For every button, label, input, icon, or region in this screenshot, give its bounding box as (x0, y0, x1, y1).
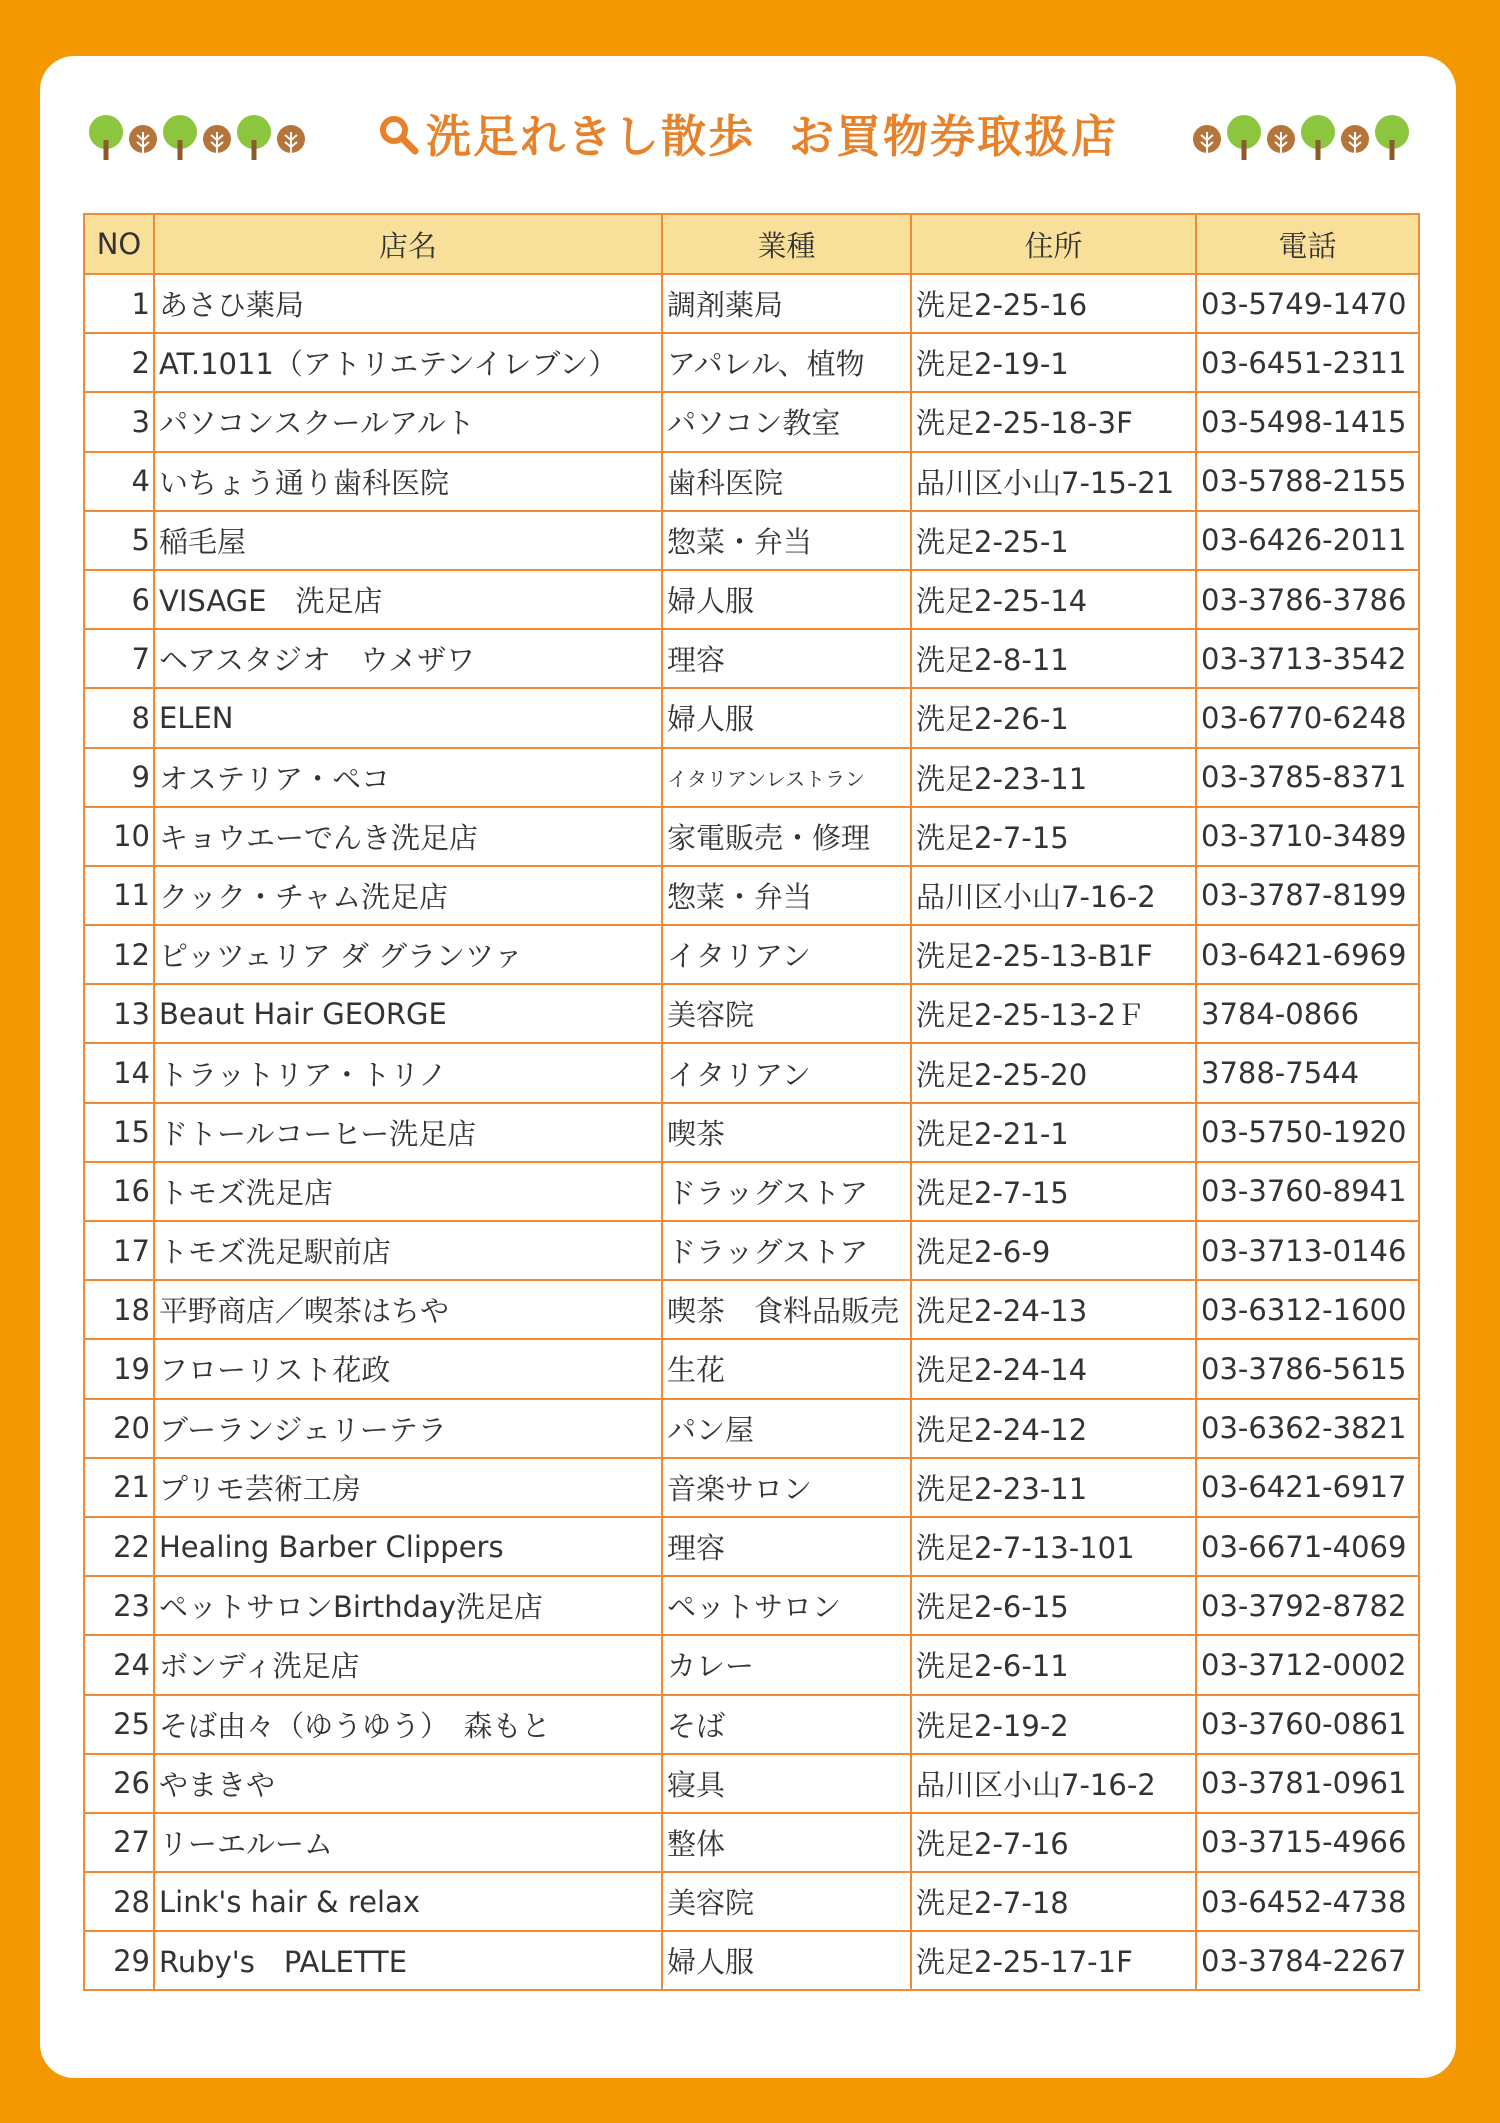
search-icon (378, 114, 420, 156)
cell-shop-name: ヘアスタジオ ウメザワ (154, 629, 662, 688)
cell-phone: 03-5788-2155 (1196, 452, 1419, 511)
table-row (84, 274, 1419, 333)
table-row (84, 1458, 1419, 1517)
tree-icon (1264, 124, 1298, 162)
table-row (84, 866, 1419, 925)
header-address: 住所 (911, 214, 1196, 274)
cell-shop-name: キョウエーでんき洗足店 (154, 807, 662, 866)
cell-business-type: イタリアンレストラン (662, 748, 911, 807)
cell-no: 4 (84, 452, 154, 511)
cell-address: 洗足2-7-18 (911, 1872, 1196, 1931)
cell-shop-name: オステリア・ペコ (154, 748, 662, 807)
cell-shop-name: そば由々（ゆうゆう） 森もと (154, 1695, 662, 1754)
cell-no: 3 (84, 392, 154, 451)
cell-phone: 03-3787-8199 (1196, 866, 1419, 925)
cell-phone: 03-3792-8782 (1196, 1576, 1419, 1635)
table-row (84, 748, 1419, 807)
table-row (84, 1162, 1419, 1221)
cell-shop-name: ピッツェリア ダ グランツァ (154, 925, 662, 984)
cell-phone: 03-3713-0146 (1196, 1221, 1419, 1280)
cell-no: 16 (84, 1162, 154, 1221)
cell-shop-name: あさひ薬局 (154, 274, 662, 333)
title-part-1: 洗足れきし散歩 (425, 110, 755, 163)
cell-shop-name: 稲毛屋 (154, 511, 662, 570)
tree-icon (1224, 114, 1264, 162)
cell-no: 5 (84, 511, 154, 570)
cell-no: 12 (84, 925, 154, 984)
cell-address: 洗足2-19-1 (911, 333, 1196, 392)
cell-business-type: アパレル、植物 (662, 333, 911, 392)
cell-business-type: 寝具 (662, 1754, 911, 1813)
cell-address: 洗足2-7-15 (911, 807, 1196, 866)
cell-shop-name: Link's hair & relax (154, 1872, 662, 1931)
cell-no: 13 (84, 984, 154, 1043)
cell-phone: 03-6426-2011 (1196, 511, 1419, 570)
cell-phone: 03-6451-2311 (1196, 333, 1419, 392)
cell-business-type: 惣菜・弁当 (662, 866, 911, 925)
cell-shop-name: ブーランジェリーテラ (154, 1399, 662, 1458)
cell-no: 25 (84, 1695, 154, 1754)
cell-shop-name: Ruby's PALETTE (154, 1931, 662, 1990)
tree-decoration-right (1190, 114, 1412, 174)
cell-shop-name: トモズ洗足駅前店 (154, 1221, 662, 1280)
table-row (84, 1635, 1419, 1694)
cell-phone: 03-5749-1470 (1196, 274, 1419, 333)
cell-business-type: 惣菜・弁当 (662, 511, 911, 570)
cell-phone: 03-3715-4966 (1196, 1813, 1419, 1872)
cell-business-type: 調剤薬局 (662, 274, 911, 333)
cell-no: 21 (84, 1458, 154, 1517)
cell-shop-name: Beaut Hair GEORGE (154, 984, 662, 1043)
cell-business-type: 喫茶 食料品販売 (662, 1280, 911, 1339)
table-row (84, 1695, 1419, 1754)
cell-business-type: 婦人服 (662, 1931, 911, 1990)
table-header-row (84, 214, 1419, 274)
cell-business-type: イタリアン (662, 1043, 911, 1102)
table-row (84, 511, 1419, 570)
cell-no: 22 (84, 1517, 154, 1576)
cell-address: 洗足2-26-1 (911, 688, 1196, 747)
table-row (84, 1103, 1419, 1162)
cell-address: 洗足2-7-15 (911, 1162, 1196, 1221)
cell-phone: 03-5498-1415 (1196, 392, 1419, 451)
cell-phone: 03-5750-1920 (1196, 1103, 1419, 1162)
cell-address: 洗足2-6-9 (911, 1221, 1196, 1280)
cell-business-type: パン屋 (662, 1399, 911, 1458)
table-row (84, 333, 1419, 392)
cell-no: 29 (84, 1931, 154, 1990)
cell-phone: 03-6770-6248 (1196, 688, 1419, 747)
cell-phone: 03-6452-4738 (1196, 1872, 1419, 1931)
cell-phone: 03-3785-8371 (1196, 748, 1419, 807)
cell-address: 洗足2-19-2 (911, 1695, 1196, 1754)
cell-business-type: ドラッグストア (662, 1162, 911, 1221)
tree-icon (1372, 114, 1412, 162)
cell-address: 洗足2-24-14 (911, 1339, 1196, 1398)
cell-address: 洗足2-7-13-101 (911, 1517, 1196, 1576)
cell-no: 14 (84, 1043, 154, 1102)
cell-shop-name: パソコンスクールアルト (154, 392, 662, 451)
cell-phone: 03-6421-6969 (1196, 925, 1419, 984)
cell-no: 6 (84, 570, 154, 629)
cell-business-type: 理容 (662, 1517, 911, 1576)
cell-phone: 03-6671-4069 (1196, 1517, 1419, 1576)
cell-no: 17 (84, 1221, 154, 1280)
cell-no: 11 (84, 866, 154, 925)
table-row (84, 392, 1419, 451)
header-name: 店名 (154, 214, 662, 274)
title-part-2: お買物券取扱店 (789, 110, 1119, 163)
cell-business-type: 家電販売・修理 (662, 807, 911, 866)
cell-phone: 03-3760-8941 (1196, 1162, 1419, 1221)
table-row (84, 1872, 1419, 1931)
cell-phone: 03-3781-0961 (1196, 1754, 1419, 1813)
table-row (84, 629, 1419, 688)
cell-address: 洗足2-24-12 (911, 1399, 1196, 1458)
cell-no: 8 (84, 688, 154, 747)
table-row (84, 925, 1419, 984)
table-row (84, 1931, 1419, 1990)
table-row (84, 1280, 1419, 1339)
cell-shop-name: トラットリア・トリノ (154, 1043, 662, 1102)
header-phone: 電話 (1196, 214, 1419, 274)
cell-phone: 03-6421-6917 (1196, 1458, 1419, 1517)
cell-phone: 03-3710-3489 (1196, 807, 1419, 866)
cell-address: 洗足2-25-16 (911, 274, 1196, 333)
cell-phone: 03-6362-3821 (1196, 1399, 1419, 1458)
table-row (84, 1339, 1419, 1398)
cell-no: 27 (84, 1813, 154, 1872)
table-row (84, 807, 1419, 866)
cell-address: 洗足2-25-13-B1F (911, 925, 1196, 984)
cell-shop-name: フローリスト花政 (154, 1339, 662, 1398)
cell-business-type: 理容 (662, 629, 911, 688)
cell-business-type: カレー (662, 1635, 911, 1694)
cell-business-type: ペットサロン (662, 1576, 911, 1635)
cell-shop-name: ペットサロンBirthday洗足店 (154, 1576, 662, 1635)
cell-business-type: 整体 (662, 1813, 911, 1872)
cell-no: 26 (84, 1754, 154, 1813)
cell-shop-name: やまきや (154, 1754, 662, 1813)
cell-no: 28 (84, 1872, 154, 1931)
cell-address: 洗足2-25-17-1F (911, 1931, 1196, 1990)
cell-shop-name: リーエルーム (154, 1813, 662, 1872)
document-card (40, 56, 1456, 2078)
cell-no: 23 (84, 1576, 154, 1635)
table-row (84, 452, 1419, 511)
cell-business-type: イタリアン (662, 925, 911, 984)
cell-business-type: 音楽サロン (662, 1458, 911, 1517)
table-row (84, 1043, 1419, 1102)
cell-business-type: 美容院 (662, 1872, 911, 1931)
cell-phone: 03-3713-3542 (1196, 629, 1419, 688)
cell-address: 洗足2-23-11 (911, 748, 1196, 807)
cell-phone: 03-3712-0002 (1196, 1635, 1419, 1694)
table-row (84, 1754, 1419, 1813)
cell-address: 洗足2-25-13-2Ｆ (911, 984, 1196, 1043)
table-row (84, 1576, 1419, 1635)
cell-address: 洗足2-25-14 (911, 570, 1196, 629)
cell-no: 18 (84, 1280, 154, 1339)
cell-shop-name: プリモ芸術工房 (154, 1458, 662, 1517)
cell-no: 20 (84, 1399, 154, 1458)
cell-business-type: ドラッグストア (662, 1221, 911, 1280)
cell-address: 洗足2-6-15 (911, 1576, 1196, 1635)
tree-icon (1298, 114, 1338, 162)
table-row (84, 570, 1419, 629)
cell-address: 洗足2-25-1 (911, 511, 1196, 570)
cell-address: 洗足2-7-16 (911, 1813, 1196, 1872)
cell-phone: 3784-0866 (1196, 984, 1419, 1043)
cell-shop-name: ELEN (154, 688, 662, 747)
cell-shop-name: クック・チャム洗足店 (154, 866, 662, 925)
cell-address: 洗足2-25-20 (911, 1043, 1196, 1102)
cell-no: 2 (84, 333, 154, 392)
cell-shop-name: AT.1011（アトリエテンイレブン） (154, 333, 662, 392)
table-row (84, 1399, 1419, 1458)
cell-business-type: 歯科医院 (662, 452, 911, 511)
cell-shop-name: 平野商店／喫茶はちや (154, 1280, 662, 1339)
cell-shop-name: ドトールコーヒー洗足店 (154, 1103, 662, 1162)
cell-phone: 03-3760-0861 (1196, 1695, 1419, 1754)
table-row (84, 1221, 1419, 1280)
table-row (84, 984, 1419, 1043)
cell-no: 9 (84, 748, 154, 807)
cell-phone: 3788-7544 (1196, 1043, 1419, 1102)
page-header (40, 56, 1456, 206)
cell-no: 15 (84, 1103, 154, 1162)
table-row (84, 1813, 1419, 1872)
table-row (84, 688, 1419, 747)
cell-business-type: 生花 (662, 1339, 911, 1398)
cell-phone: 03-6312-1600 (1196, 1280, 1419, 1339)
cell-address: 品川区小山7-15-21 (911, 452, 1196, 511)
cell-business-type: パソコン教室 (662, 392, 911, 451)
cell-address: 品川区小山7-16-2 (911, 1754, 1196, 1813)
table-row (84, 1517, 1419, 1576)
header-no: NO (84, 214, 154, 274)
cell-shop-name: トモズ洗足店 (154, 1162, 662, 1221)
cell-address: 洗足2-24-13 (911, 1280, 1196, 1339)
header-type: 業種 (662, 214, 911, 274)
cell-address: 洗足2-6-11 (911, 1635, 1196, 1694)
cell-phone: 03-3784-2267 (1196, 1931, 1419, 1990)
cell-no: 1 (84, 274, 154, 333)
cell-no: 10 (84, 807, 154, 866)
cell-shop-name: いちょう通り歯科医院 (154, 452, 662, 511)
cell-address: 洗足2-21-1 (911, 1103, 1196, 1162)
cell-business-type: 婦人服 (662, 570, 911, 629)
cell-address: 洗足2-25-18-3F (911, 392, 1196, 451)
cell-address: 品川区小山7-16-2 (911, 866, 1196, 925)
cell-shop-name: ボンディ洗足店 (154, 1635, 662, 1694)
cell-phone: 03-3786-3786 (1196, 570, 1419, 629)
cell-business-type: 喫茶 (662, 1103, 911, 1162)
cell-no: 24 (84, 1635, 154, 1694)
table-body (84, 274, 1419, 1990)
cell-address: 洗足2-8-11 (911, 629, 1196, 688)
cell-shop-name: VISAGE 洗足店 (154, 570, 662, 629)
cell-no: 7 (84, 629, 154, 688)
cell-shop-name: Healing Barber Clippers (154, 1517, 662, 1576)
cell-no: 19 (84, 1339, 154, 1398)
shop-table (83, 213, 1420, 1991)
cell-phone: 03-3786-5615 (1196, 1339, 1419, 1398)
tree-icon (1338, 124, 1372, 162)
tree-icon (1190, 124, 1224, 162)
cell-business-type: 婦人服 (662, 688, 911, 747)
cell-address: 洗足2-23-11 (911, 1458, 1196, 1517)
cell-business-type: 美容院 (662, 984, 911, 1043)
cell-business-type: そば (662, 1695, 911, 1754)
